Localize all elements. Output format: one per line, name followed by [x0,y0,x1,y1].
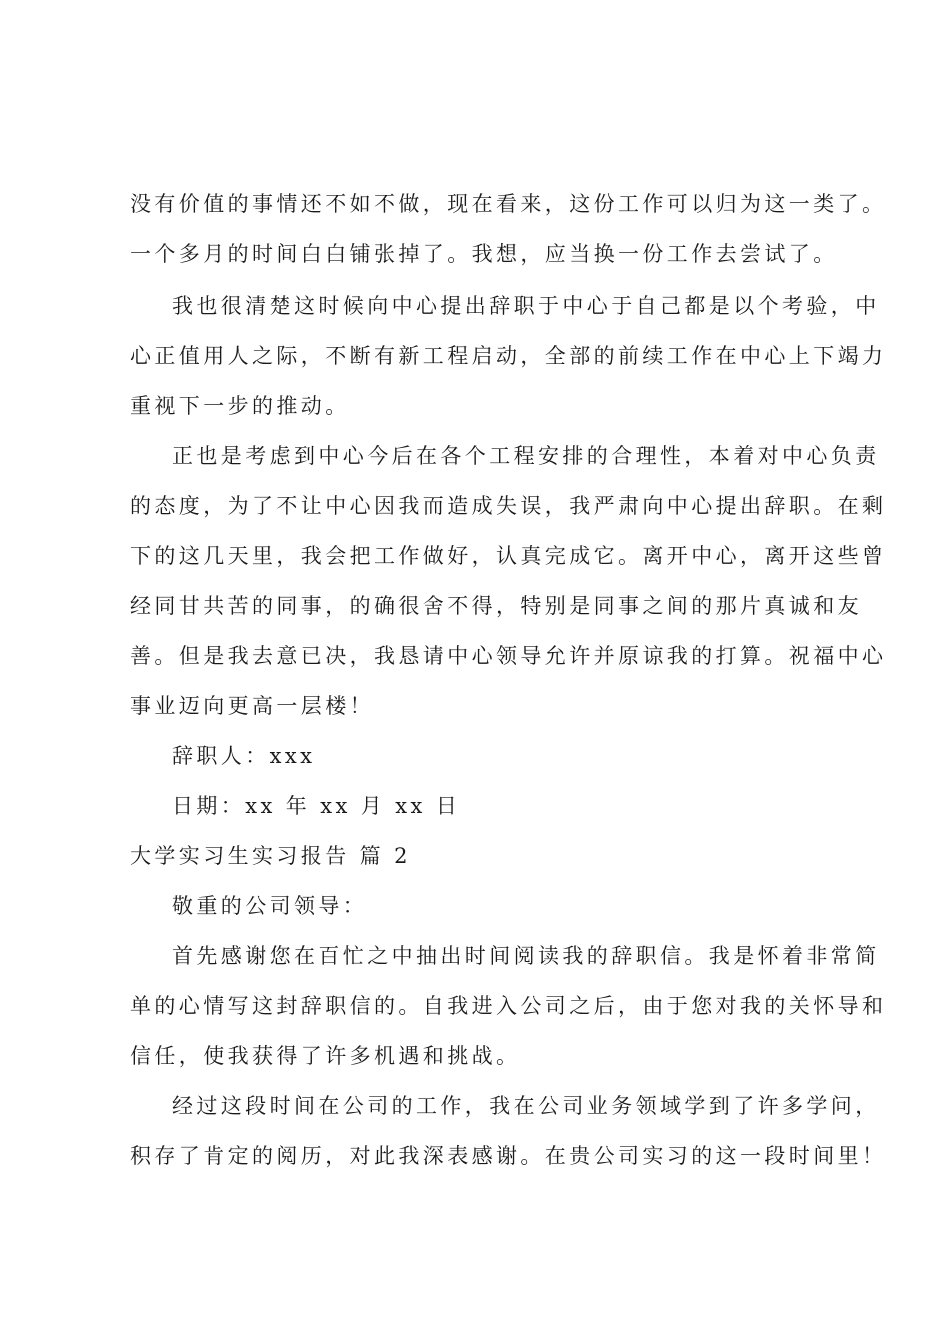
body-line: 一个多月的时间白白铺张掉了。我想，应当换一份工作去尝试了。 [130,242,838,266]
salutation: 敬重的公司领导： [172,894,368,918]
body-line: 信任，使我获得了许多机遇和挑战。 [130,1044,521,1068]
paragraph-first-line: 首先感谢您在百忙之中抽出时间阅读我的辞职信。我是怀着非常简 [172,944,880,968]
body-line: 事业迈向更高一层楼！ [130,694,374,718]
paragraph-first-line: 我也很清楚这时候向中心提出辞职于中心于自己都是以个考验，中 [172,294,880,318]
paragraph-first-line: 正也是考虑到中心今后在各个工程安排的合理性，本着对中心负责 [172,444,880,468]
section-heading: 大学实习生实习报告 篇 2 [130,844,411,868]
body-line: 重视下一步的推动。 [130,394,350,418]
body-line: 善。但是我去意已决，我恳请中心领导允许并原谅我的打算。祝福中心 [130,644,887,668]
body-line: 的态度，为了不让中心因我而造成失误，我严肃向中心提出辞职。在剩 [130,494,887,518]
body-line: 经同甘共苦的同事，的确很舍不得，特别是同事之间的那片真诚和友 [130,594,862,618]
body-line: 下的这几天里，我会把工作做好，认真完成它。离开中心，离开这些曾 [130,544,887,568]
paragraph-first-line: 经过这段时间在公司的工作，我在公司业务领域学到了许多学问， [172,1094,880,1118]
body-line: 没有价值的事情还不如不做，现在看来，这份工作可以归为这一类了。 [130,192,887,216]
signature-line: 辞职人：xxx [172,744,316,768]
body-line: 单的心情写这封辞职信的。自我进入公司之后，由于您对我的关怀导和 [130,994,887,1018]
body-line: 积存了肯定的阅历，对此我深表感谢。在贵公司实习的这一段时间里！ [130,1144,887,1168]
body-line: 心正值用人之际，不断有新工程启动，全部的前续工作在中心上下竭力 [130,344,887,368]
date-line: 日期：xx 年 xx 月 xx 日 [172,794,461,818]
